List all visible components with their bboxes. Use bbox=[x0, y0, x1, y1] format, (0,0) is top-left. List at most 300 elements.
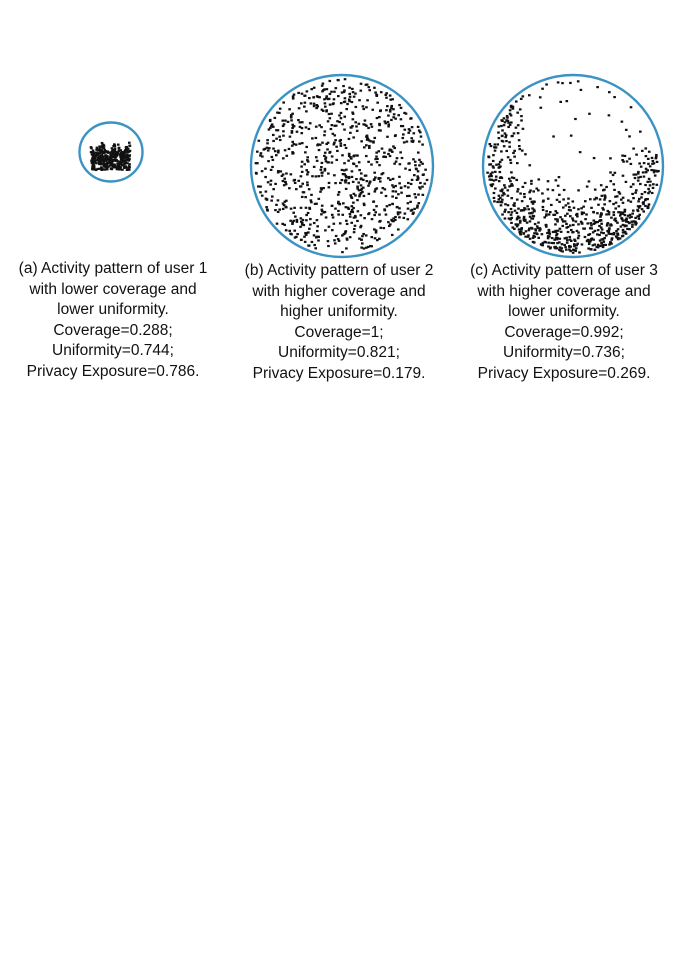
activity-point bbox=[309, 223, 312, 225]
activity-point bbox=[363, 146, 366, 148]
activity-point bbox=[356, 199, 359, 201]
activity-point bbox=[277, 211, 280, 213]
activity-point bbox=[315, 156, 318, 158]
activity-point bbox=[644, 191, 647, 193]
activity-point bbox=[392, 178, 395, 180]
activity-point bbox=[402, 217, 405, 219]
activity-point bbox=[378, 164, 381, 166]
activity-point bbox=[374, 190, 377, 192]
activity-point bbox=[622, 175, 625, 177]
activity-point bbox=[341, 251, 344, 253]
activity-point bbox=[292, 95, 295, 97]
activity-point bbox=[639, 131, 642, 133]
activity-point bbox=[594, 189, 597, 191]
activity-point bbox=[384, 122, 387, 124]
activity-point bbox=[344, 181, 347, 183]
activity-point bbox=[91, 168, 94, 170]
activity-point bbox=[281, 120, 284, 122]
activity-point bbox=[299, 185, 302, 187]
activity-point bbox=[317, 236, 320, 238]
activity-point bbox=[624, 211, 627, 213]
activity-point bbox=[582, 227, 585, 229]
activity-point bbox=[609, 200, 612, 202]
activity-point bbox=[334, 242, 337, 244]
activity-point bbox=[387, 221, 390, 223]
activity-point bbox=[599, 219, 602, 221]
activity-point bbox=[613, 189, 616, 191]
activity-point bbox=[604, 244, 607, 246]
activity-point bbox=[306, 159, 309, 161]
caption-line: (b) Activity pattern of user 2 bbox=[244, 262, 434, 279]
activity-point bbox=[526, 205, 529, 207]
activity-point bbox=[603, 194, 606, 196]
activity-point bbox=[608, 243, 611, 245]
activity-point bbox=[373, 228, 376, 230]
activity-point bbox=[306, 156, 309, 158]
activity-point bbox=[417, 151, 420, 153]
activity-pattern-user-1 bbox=[76, 120, 146, 184]
activity-point bbox=[122, 154, 125, 156]
activity-point bbox=[285, 183, 288, 185]
activity-point bbox=[380, 91, 383, 93]
activity-point bbox=[330, 113, 333, 115]
activity-point bbox=[258, 140, 261, 142]
activity-point bbox=[600, 242, 603, 244]
activity-point bbox=[574, 118, 577, 120]
activity-point bbox=[371, 126, 374, 128]
activity-point bbox=[600, 226, 603, 228]
activity-point bbox=[318, 124, 321, 126]
activity-point bbox=[590, 227, 593, 229]
activity-point bbox=[90, 160, 93, 162]
activity-point bbox=[503, 124, 506, 126]
activity-point bbox=[515, 223, 518, 225]
activity-point bbox=[378, 124, 381, 126]
activity-point bbox=[298, 107, 301, 109]
activity-point bbox=[605, 186, 608, 188]
activity-point bbox=[615, 202, 618, 204]
activity-point bbox=[320, 187, 323, 189]
activity-point bbox=[530, 180, 533, 182]
activity-point bbox=[388, 204, 391, 206]
activity-point bbox=[641, 208, 644, 210]
activity-point bbox=[352, 207, 355, 209]
activity-point bbox=[360, 184, 363, 186]
activity-point bbox=[638, 162, 641, 164]
activity-point bbox=[603, 199, 606, 201]
activity-point bbox=[268, 128, 271, 130]
activity-point bbox=[326, 148, 329, 150]
activity-point bbox=[127, 167, 130, 169]
activity-point bbox=[306, 184, 309, 186]
activity-point bbox=[562, 206, 565, 208]
activity-point bbox=[542, 209, 545, 211]
activity-point bbox=[128, 142, 131, 144]
activity-point bbox=[548, 235, 551, 237]
activity-point bbox=[354, 92, 357, 94]
activity-point bbox=[274, 117, 277, 119]
activity-point bbox=[499, 161, 502, 163]
activity-point bbox=[570, 135, 573, 137]
activity-point bbox=[269, 120, 272, 122]
activity-point bbox=[421, 143, 424, 145]
activity-point bbox=[319, 191, 322, 193]
activity-point bbox=[612, 183, 615, 185]
activity-point bbox=[315, 175, 318, 177]
activity-point bbox=[401, 137, 404, 139]
activity-point bbox=[313, 244, 316, 246]
activity-point bbox=[102, 152, 105, 154]
activity-point bbox=[358, 161, 361, 163]
activity-point bbox=[499, 171, 502, 173]
activity-point bbox=[343, 101, 346, 103]
activity-point bbox=[368, 89, 371, 91]
activity-point bbox=[496, 201, 499, 203]
activity-point bbox=[375, 95, 378, 97]
activity-point bbox=[600, 212, 603, 214]
activity-point bbox=[624, 214, 627, 216]
activity-point bbox=[581, 243, 584, 245]
activity-point bbox=[621, 235, 624, 237]
activity-point bbox=[116, 162, 119, 164]
activity-point bbox=[509, 218, 512, 220]
activity-point bbox=[114, 145, 117, 147]
activity-point bbox=[409, 201, 412, 203]
activity-point bbox=[414, 161, 417, 163]
activity-point bbox=[352, 202, 355, 204]
activity-point bbox=[537, 227, 540, 229]
activity-point bbox=[622, 229, 625, 231]
activity-point bbox=[603, 203, 606, 205]
activity-point bbox=[496, 143, 499, 145]
activity-point bbox=[315, 126, 318, 128]
activity-point bbox=[382, 227, 385, 229]
activity-point bbox=[548, 213, 551, 215]
activity-point bbox=[291, 113, 294, 115]
activity-point bbox=[376, 161, 379, 163]
activity-point bbox=[494, 187, 497, 189]
activity-point bbox=[540, 107, 543, 109]
activity-point bbox=[332, 103, 335, 105]
activity-point bbox=[655, 154, 658, 156]
activity-point bbox=[122, 160, 125, 162]
activity-point bbox=[509, 159, 512, 161]
activity-point bbox=[277, 129, 280, 131]
activity-point bbox=[566, 213, 569, 215]
activity-point bbox=[297, 180, 300, 182]
activity-point bbox=[282, 157, 285, 159]
activity-point bbox=[379, 177, 382, 179]
activity-point bbox=[274, 150, 277, 152]
activity-point bbox=[607, 222, 610, 224]
activity-point bbox=[589, 198, 592, 200]
activity-point bbox=[489, 174, 492, 176]
activity-point bbox=[572, 249, 575, 251]
activity-point bbox=[501, 120, 504, 122]
activity-point bbox=[624, 225, 627, 227]
activity-point bbox=[656, 184, 659, 186]
activity-point bbox=[565, 249, 568, 251]
activity-point bbox=[625, 129, 628, 131]
activity-point bbox=[123, 163, 126, 165]
activity-point bbox=[351, 176, 354, 178]
activity-point bbox=[510, 214, 513, 216]
activity-point bbox=[321, 209, 324, 211]
activity-point bbox=[335, 146, 338, 148]
activity-point bbox=[495, 176, 498, 178]
activity-point bbox=[385, 213, 388, 215]
activity-point bbox=[399, 163, 402, 165]
activity-point bbox=[382, 172, 385, 174]
activity-point bbox=[365, 155, 368, 157]
activity-point bbox=[292, 97, 295, 99]
activity-point bbox=[598, 234, 601, 236]
activity-point bbox=[124, 166, 127, 168]
activity-point bbox=[567, 226, 570, 228]
activity-point bbox=[127, 158, 130, 160]
activity-point bbox=[367, 86, 370, 88]
activity-point bbox=[314, 247, 317, 249]
activity-point bbox=[556, 238, 559, 240]
activity-point bbox=[390, 119, 393, 121]
activity-point bbox=[520, 119, 523, 121]
activity-point bbox=[337, 79, 340, 81]
activity-point bbox=[490, 145, 493, 147]
caption-line: (c) Activity pattern of user 3 bbox=[470, 262, 658, 279]
activity-point bbox=[608, 213, 611, 215]
activity-point bbox=[394, 216, 397, 218]
activity-point bbox=[637, 171, 640, 173]
activity-point bbox=[412, 212, 415, 214]
activity-point bbox=[584, 200, 587, 202]
activity-point bbox=[277, 150, 280, 152]
activity-point bbox=[541, 244, 544, 246]
activity-point bbox=[340, 145, 343, 147]
activity-point bbox=[339, 222, 342, 224]
activity-point bbox=[387, 125, 390, 127]
activity-point bbox=[653, 171, 656, 173]
activity-point bbox=[392, 108, 395, 110]
activity-point bbox=[310, 194, 313, 196]
activity-point bbox=[552, 135, 555, 137]
activity-point bbox=[341, 179, 344, 181]
activity-point bbox=[495, 164, 498, 166]
activity-point bbox=[422, 194, 425, 196]
activity-point bbox=[323, 98, 326, 100]
activity-point bbox=[524, 208, 527, 210]
activity-point bbox=[321, 85, 324, 87]
activity-point bbox=[270, 125, 273, 127]
activity-point bbox=[510, 197, 513, 199]
activity-point bbox=[270, 180, 273, 182]
activity-point bbox=[360, 172, 363, 174]
activity-point bbox=[287, 121, 290, 123]
activity-point bbox=[637, 200, 640, 202]
uniformity-value: Uniformity=0.821; bbox=[278, 344, 400, 361]
activity-point bbox=[520, 98, 523, 100]
activity-point bbox=[595, 246, 598, 248]
activity-point bbox=[281, 223, 284, 225]
activity-point bbox=[593, 249, 596, 251]
activity-point bbox=[423, 183, 426, 185]
activity-point bbox=[329, 117, 332, 119]
activity-point bbox=[501, 177, 504, 179]
activity-point bbox=[400, 125, 403, 127]
activity-point bbox=[618, 191, 621, 193]
activity-point bbox=[571, 231, 574, 233]
activity-point bbox=[331, 162, 334, 164]
activity-point bbox=[561, 250, 564, 252]
activity-point bbox=[602, 189, 605, 191]
activity-point bbox=[356, 130, 359, 132]
activity-point bbox=[407, 186, 410, 188]
activity-point bbox=[530, 227, 533, 229]
activity-point bbox=[348, 177, 351, 179]
activity-point bbox=[647, 158, 650, 160]
activity-point bbox=[620, 217, 623, 219]
activity-point bbox=[318, 96, 321, 98]
activity-point bbox=[90, 147, 93, 149]
activity-point bbox=[409, 118, 412, 120]
activity-point bbox=[588, 113, 591, 115]
activity-point bbox=[316, 144, 319, 146]
activity-point bbox=[304, 151, 307, 153]
activity-point bbox=[584, 236, 587, 238]
activity-point bbox=[396, 206, 399, 208]
activity-point bbox=[636, 215, 639, 217]
activity-point bbox=[300, 239, 303, 241]
activity-point bbox=[300, 207, 303, 209]
activity-point bbox=[544, 241, 547, 243]
activity-point bbox=[400, 186, 403, 188]
activity-point bbox=[99, 146, 102, 148]
activity-point bbox=[299, 226, 302, 228]
activity-point bbox=[600, 223, 603, 225]
activity-point bbox=[374, 158, 377, 160]
activity-point bbox=[505, 150, 508, 152]
activity-point bbox=[390, 105, 393, 107]
activity-point bbox=[628, 135, 631, 137]
activity-point bbox=[364, 119, 367, 121]
activity-point bbox=[528, 164, 531, 166]
activity-point bbox=[554, 214, 557, 216]
activity-point bbox=[300, 165, 303, 167]
activity-point bbox=[388, 225, 391, 227]
activity-point bbox=[345, 108, 348, 110]
activity-point bbox=[556, 220, 559, 222]
activity-point bbox=[343, 144, 346, 146]
activity-point bbox=[644, 184, 647, 186]
activity-point bbox=[353, 231, 356, 233]
caption-user-1 bbox=[0, 259, 226, 382]
activity-point bbox=[417, 170, 420, 172]
activity-point bbox=[126, 155, 129, 157]
activity-point bbox=[498, 163, 501, 165]
activity-point bbox=[300, 102, 303, 104]
activity-point bbox=[356, 220, 359, 222]
activity-point bbox=[549, 246, 552, 248]
activity-point bbox=[393, 113, 396, 115]
activity-point bbox=[392, 186, 395, 188]
activity-point bbox=[352, 91, 355, 93]
activity-point bbox=[360, 140, 363, 142]
activity-point bbox=[513, 177, 516, 179]
activity-point bbox=[311, 175, 314, 177]
activity-point bbox=[338, 121, 341, 123]
activity-point bbox=[281, 175, 284, 177]
activity-point bbox=[368, 193, 371, 195]
activity-point bbox=[534, 223, 537, 225]
activity-point bbox=[508, 178, 511, 180]
activity-point bbox=[310, 88, 313, 90]
activity-point bbox=[605, 234, 608, 236]
activity-point bbox=[328, 182, 331, 184]
activity-point bbox=[338, 191, 341, 193]
activity-point bbox=[261, 195, 264, 197]
activity-point bbox=[625, 219, 628, 221]
activity-point bbox=[511, 211, 514, 213]
activity-point bbox=[577, 189, 580, 191]
activity-point bbox=[614, 196, 617, 198]
activity-point bbox=[577, 208, 580, 210]
activity-point bbox=[331, 124, 334, 126]
activity-point bbox=[621, 159, 624, 161]
activity-point bbox=[518, 139, 521, 141]
activity-point bbox=[609, 180, 612, 182]
activity-point bbox=[573, 243, 576, 245]
activity-point bbox=[371, 109, 374, 111]
activity-point bbox=[366, 136, 369, 138]
activity-point bbox=[642, 202, 645, 204]
activity-point bbox=[310, 102, 313, 104]
activity-point bbox=[409, 130, 412, 132]
activity-point bbox=[92, 152, 95, 154]
activity-point bbox=[328, 226, 331, 228]
activity-point bbox=[413, 132, 416, 134]
activity-point bbox=[395, 197, 398, 199]
activity-point bbox=[528, 191, 531, 193]
activity-point bbox=[399, 151, 402, 153]
activity-point bbox=[516, 162, 519, 164]
activity-point bbox=[630, 221, 633, 223]
activity-point bbox=[103, 168, 106, 170]
activity-point bbox=[516, 190, 519, 192]
activity-point bbox=[559, 101, 562, 103]
activity-point bbox=[493, 192, 496, 194]
activity-point bbox=[337, 210, 340, 212]
activity-point bbox=[370, 236, 373, 238]
activity-point bbox=[305, 207, 308, 209]
activity-point bbox=[493, 197, 496, 199]
activity-point bbox=[621, 121, 624, 123]
activity-point bbox=[399, 211, 402, 213]
activity-point bbox=[358, 99, 361, 101]
activity-point bbox=[642, 171, 645, 173]
activity-point bbox=[301, 161, 304, 163]
activity-point bbox=[350, 222, 353, 224]
activity-point bbox=[635, 189, 638, 191]
activity-point bbox=[582, 212, 585, 214]
activity-point bbox=[99, 150, 102, 152]
activity-point bbox=[282, 130, 285, 132]
activity-point bbox=[590, 207, 593, 209]
activity-point bbox=[102, 161, 105, 163]
activity-point bbox=[341, 154, 344, 156]
activity-point bbox=[302, 191, 305, 193]
activity-point bbox=[616, 236, 619, 238]
activity-point bbox=[498, 195, 501, 197]
activity-point bbox=[313, 103, 316, 105]
